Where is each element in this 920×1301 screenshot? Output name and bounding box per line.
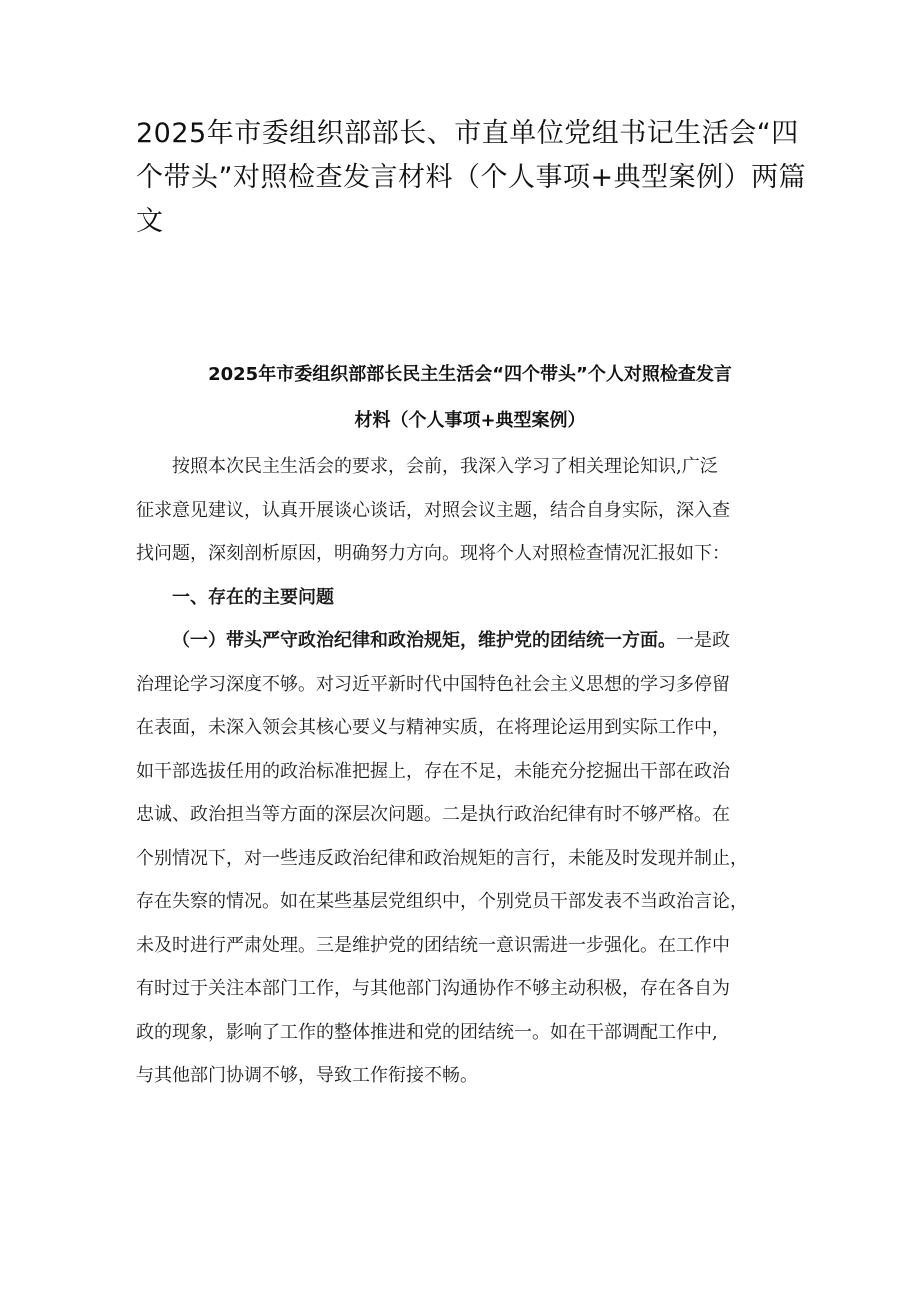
- document-title-line: 文: [136, 206, 164, 237]
- subsection-one-line: 存在失察的情况。如在某些基层党组织中，个别党员干部发表不当政治言论，: [136, 891, 748, 912]
- document-title: [136, 112, 836, 244]
- subsection-one-line: 未及时进行严肃处理。三是维护党的团结统一意识需进一步强化。在工作中: [136, 934, 730, 956]
- subsection-one-line: 政的现象，影响了工作的整体推进和党的团结统一。如在干部调配工作中,: [136, 1021, 718, 1043]
- subsection-one-line: 与其他部门协调不够，导致工作衔接不畅。: [136, 1065, 478, 1086]
- intro-paragraph-line: 找问题，深刻剖析原因，明确努力方向。现将个人对照检查情况汇报如下：: [136, 543, 730, 564]
- article-body: [136, 445, 796, 1098]
- subsection-one-first-tail: 一是政: [676, 630, 730, 651]
- document-title-line: 2025年市委组织部部长、市直单位党组书记生活会“四: [136, 118, 799, 149]
- subsection-one-line: 治理论学习深度不够。对习近平新时代中国特色社会主义思想的学习多停留: [136, 673, 730, 695]
- article-heading-line: 材料（个人事项+典型案例）: [354, 410, 586, 431]
- subsection-one-first-line: [136, 619, 796, 663]
- intro-paragraph-line: 按照本次民主生活会的要求，会前，我深入学习了相关理论知识,广泛: [172, 456, 718, 477]
- subsection-one-line: 个别情况下，对一些违反政治纪律和政治规矩的言行，未能及时发现并制止，: [136, 847, 748, 869]
- subsection-one-line: 忠诚、政治担当等方面的深层次问题。二是执行政治纪律有时不够严格。在: [136, 804, 730, 825]
- document-title-line: 个带头”对照检查发言材料（个人事项+典型案例）两篇: [136, 162, 807, 193]
- article-heading: [120, 352, 820, 444]
- subsection-one-line: 有时过于关注本部门工作，与其他部门沟通协作不够主动积极，存在各自为: [136, 978, 730, 999]
- article-heading-line: 2025年市委组织部部长民主生活会“四个带头”个人对照检查发言: [208, 364, 732, 385]
- section-one-heading: 一、存在的主要问题: [172, 586, 334, 608]
- intro-paragraph-line: 征求意见建议，认真开展谈心谈话，对照会议主题，结合自身实际，深入查: [136, 499, 730, 521]
- subsection-one-heading: （一）带头严守政治纪律和政治规矩，维护党的团结统一方面。: [172, 630, 676, 651]
- subsection-one-line: 在表面，未深入领会其核心要义与精神实质，在将理论运用到实际工作中，: [136, 717, 730, 738]
- subsection-one-line: 如干部选拔任用的政治标准把握上，存在不足，未能充分挖掘出干部在政治: [136, 760, 730, 782]
